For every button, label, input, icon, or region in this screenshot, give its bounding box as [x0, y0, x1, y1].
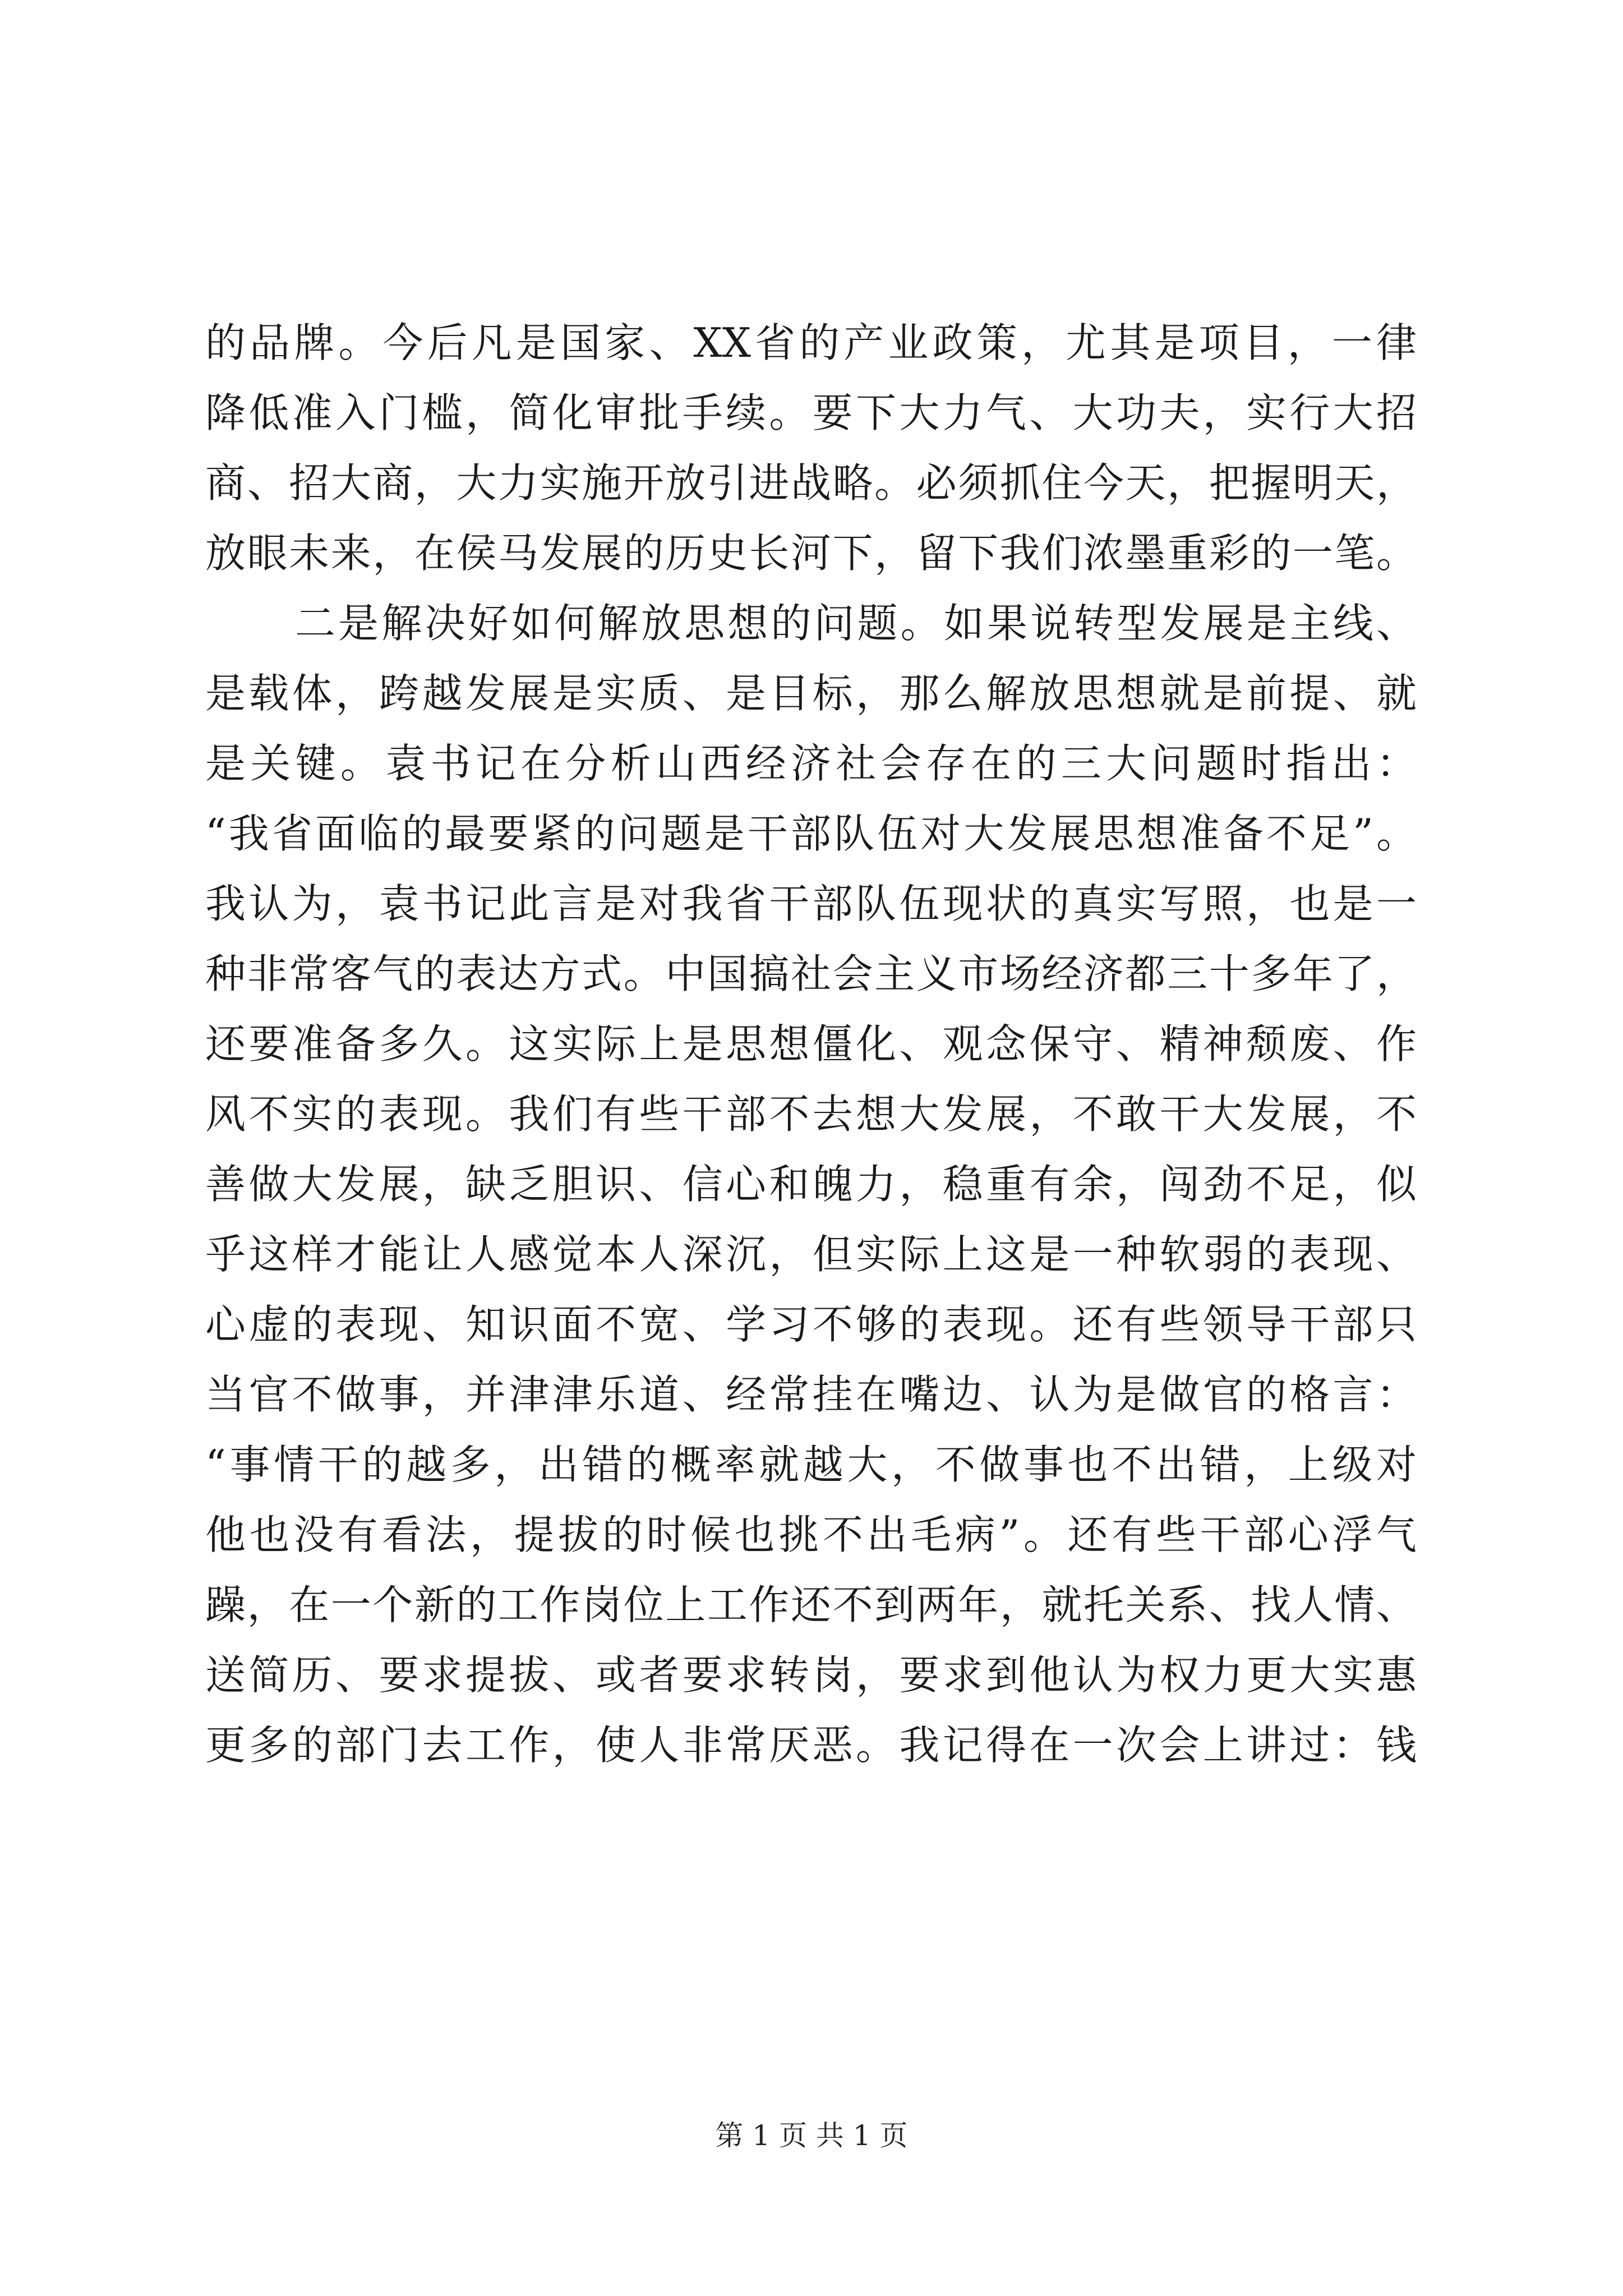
text-line-9: 我认为，袁书记此言是对我省干部队伍现状的真实写照，也是一: [205, 880, 1417, 927]
page-footer: 第 1 页 共 1 页: [715, 2119, 908, 2152]
text-line-8: “我省面临的最要紧的问题是干部队伍对大发展思想准备不足”。: [205, 810, 1417, 857]
text-line-20: 送简历、要求提拔、或者要求转岗，要求到他认为权力更大实惠: [205, 1651, 1417, 1699]
text-line-16: 当官不做事，并津津乐道、经常挂在嘴边、认为是做官的格言：: [205, 1371, 1417, 1418]
text-line-2: 降低准入门槛，简化审批手续。要下大力气、大功夫，实行大招: [205, 389, 1417, 436]
text-line-14: 乎这样才能让人感觉本人深沉，但实际上这是一种软弱的表现、: [205, 1231, 1417, 1278]
text-line-10: 种非常客气的表达方式。中国搞社会主义市场经济都三十多年了，: [205, 950, 1417, 997]
text-line-13: 善做大发展，缺乏胆识、信心和魄力，稳重有余，闯劲不足，似: [205, 1161, 1417, 1208]
text-line-19: 躁，在一个新的工作岗位上工作还不到两年，就托关系、找人情、: [205, 1581, 1417, 1628]
text-line-21: 更多的部门去工作，使人非常厌恶。我记得在一次会上讲过：钱: [205, 1722, 1417, 1769]
text-line-11: 还要准备多久。这实际上是思想僵化、观念保守、精神颓废、作: [205, 1020, 1417, 1068]
text-line-1: 的品牌。今后凡是国家、XX省的产业政策，尤其是项目，一律: [205, 319, 1417, 366]
text-line-12: 风不实的表现。我们有些干部不去想大发展，不敢干大发展，不: [205, 1091, 1417, 1138]
text-line-3: 商、招大商，大力实施开放引进战略。必须抓住今天，把握明天，: [205, 459, 1417, 507]
text-line-7: 是关键。袁书记在分析山西经济社会存在的三大问题时指出：: [205, 740, 1417, 787]
paragraph-start-line: 二是解决好如何解放思想的问题。如果说转型发展是主线、: [295, 600, 1417, 647]
text-line-15: 心虚的表现、知识面不宽、学习不够的表现。还有些领导干部只: [205, 1301, 1417, 1348]
text-line-6: 是载体，跨越发展是实质、是目标，那么解放思想就是前提、就: [205, 670, 1417, 717]
text-line-18: 他也没有看法，提拔的时候也挑不出毛病”。还有些干部心浮气: [205, 1511, 1417, 1558]
text-line-17: “事情干的越多，出错的概率就越大，不做事也不出错，上级对: [205, 1441, 1417, 1488]
text-line-4: 放眼未来，在侯马发展的历史长河下，留下我们浓墨重彩的一笔。: [205, 530, 1417, 577]
